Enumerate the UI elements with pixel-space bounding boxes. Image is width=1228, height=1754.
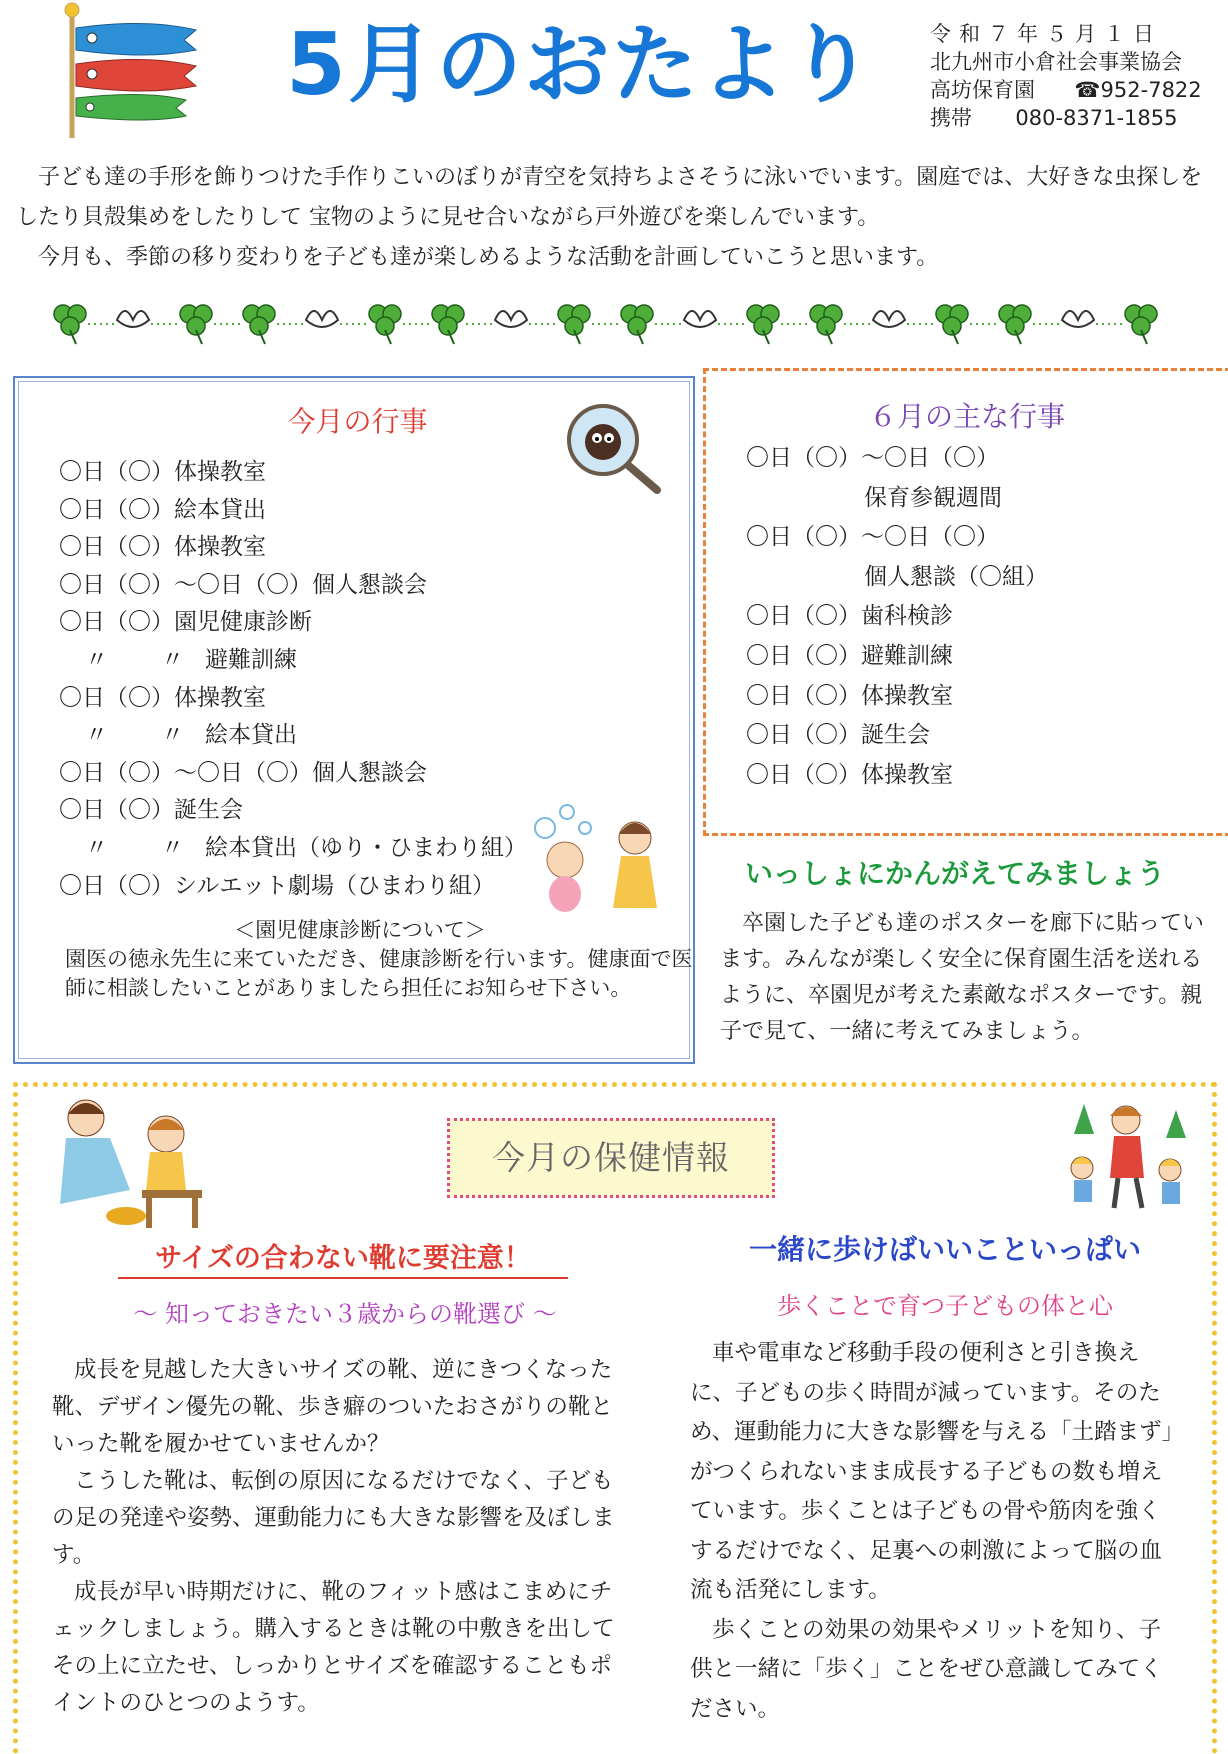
clover-icon	[369, 305, 401, 344]
walking-subtitle: 歩くことで育つ子どもの体と心	[777, 1292, 1113, 1320]
health-check-note-body: 園医の徳永先生に来ていただき、健康診断を行います。健康面で医師に相談したいことがありましたら担任にお知らせ下さい。	[65, 947, 693, 1000]
flourish-icon	[1062, 311, 1094, 327]
mobile-label: 携帯	[930, 106, 972, 130]
intro-paragraph: 今月も、季節の移り変わりを子ども達が楽しめるような活動を計画していこうと思います。	[38, 245, 939, 270]
ditto-mark: 〃	[85, 646, 108, 673]
clover-icon	[243, 305, 275, 344]
june-event-item: 〇日（〇）～〇日（〇）	[746, 445, 999, 471]
clover-icon	[180, 305, 212, 344]
june-event-detail: 保育参観週間	[864, 484, 1002, 511]
ditto-mark: 〃	[161, 834, 184, 861]
walking-family-illustration	[1060, 1094, 1190, 1214]
walking-paragraph: 車や電車など移動手段の便利さと引き換えに、子どもの歩く時間が減っています。そのため、運動能力に大きな影響を与える「土踏まず」がつくられないまま成長する子どもの数も増えています。歩くことは子どもの骨や筋肉を強くするだけでなく、足裏への刺激によって脳の血流も活発にします。	[690, 1340, 1173, 1603]
organization-name: 北九州市小倉社会事業協会	[930, 50, 1182, 74]
walking-text	[690, 1334, 1182, 1729]
flourish-icon	[117, 311, 149, 327]
event-item: 〇日（〇）体操教室	[59, 684, 266, 711]
june-events-list	[746, 439, 1048, 795]
june-event-item: 〇日（〇）誕生会	[746, 722, 930, 749]
june-event-item: 〇日（〇）歯科検診	[746, 603, 953, 630]
ant-magnifier-illustration	[553, 398, 673, 498]
telephone-number: 952-7822	[1100, 78, 1202, 102]
walking-paragraph: 歩くことの効果の効果やメリットを知り、子供と一緒に「歩く」ことをぜひ意識してみてください。	[690, 1616, 1163, 1722]
monthly-events-box	[13, 376, 695, 1064]
health-info-label: 今月の保健情報	[447, 1118, 775, 1198]
intro-text	[16, 158, 1216, 278]
ditto-mark: 〃	[161, 646, 184, 673]
health-check-note	[65, 916, 695, 1003]
bubbles-children-illustration	[525, 798, 675, 918]
monthly-events-title: 今月の行事	[287, 405, 428, 438]
mother-child-shoes-illustration	[46, 1094, 226, 1234]
koinobori-illustration	[56, 0, 226, 140]
clover-icon	[747, 305, 779, 344]
clover-icon	[999, 305, 1031, 344]
nursery-contact	[930, 76, 1202, 104]
flourish-icon	[684, 311, 716, 327]
shoe-paragraph: こうした靴は、転倒の原因になるだけでなく、子どもの足の発達や姿勢、運動能力にも大きな影響を及ぼします。	[52, 1468, 615, 1568]
think-together-title: いっしょにかんがえてみましょう	[745, 857, 1166, 890]
shoe-size-text	[52, 1352, 634, 1722]
flourish-icon	[873, 311, 905, 327]
clover-icon	[936, 305, 968, 344]
ditto-mark: 〃	[161, 722, 184, 749]
event-item: 〇日（〇）体操教室	[59, 534, 266, 561]
health-check-note-heading: ＜園児健康診断について＞	[234, 918, 486, 942]
june-event-item: 〇日（〇）体操教室	[746, 682, 953, 709]
event-item: 〇日（〇）シルエット劇場（ひまわり組）	[59, 872, 495, 899]
june-event-item: 〇日（〇）～〇日（〇）	[746, 524, 999, 551]
monthly-events-list	[59, 454, 527, 905]
june-event-item: 〇日（〇）体操教室	[746, 761, 953, 788]
event-item: 〇日（〇）園児健康診断	[59, 609, 312, 636]
clover-icon	[558, 305, 590, 344]
flourish-icon	[306, 311, 338, 327]
mobile-number: 080-8371-1855	[1015, 106, 1178, 130]
event-item: 〃 〃 絵本貸出	[59, 717, 527, 755]
issue-date: 令和７年５月１日	[930, 22, 1162, 46]
event-item: 〇日（〇）絵本貸出	[59, 496, 266, 523]
june-event-detail: 個人懇談（〇組）	[864, 563, 1048, 590]
ditto-mark: 〃	[85, 834, 108, 861]
clover-garland-divider	[50, 292, 1180, 348]
shoe-paragraph: 成長を見越した大きいサイズの靴、逆にきつくなった靴、デザイン優先の靴、歩き癖のついたおさがりの靴といった靴を履かせていませんか？	[52, 1357, 613, 1457]
clover-icon	[1125, 305, 1157, 344]
june-event-item: 〇日（〇）避難訓練	[746, 642, 953, 669]
organization-info	[930, 20, 1202, 132]
telephone-icon: ☎	[1074, 78, 1101, 102]
mobile-contact	[930, 104, 1202, 132]
walking-title: 一緒に歩けばいいこといっぱい	[748, 1233, 1141, 1266]
shoe-size-title: サイズの合わない靴に要注意！	[118, 1236, 568, 1279]
shoe-size-subtitle: ～ 知っておきたい３歳からの靴選び ～	[133, 1300, 557, 1328]
event-item: 〃 〃 避難訓練	[59, 642, 527, 680]
event-item: 〃 〃 絵本貸出（ゆり・ひまわり組）	[59, 830, 527, 868]
event-item: 〇日（〇）誕生会	[59, 797, 243, 824]
ditto-mark: 〃	[85, 722, 108, 749]
clover-icon	[621, 305, 653, 344]
think-together-text: 卒園した子ども達のポスターを廊下に貼っています。みんなが楽しく安全に保育園生活を送れるように、卒園児が考えた素敵なポスターです。親子で見て、一緒に考えてみましょう。	[720, 911, 1205, 1044]
clover-icon	[810, 305, 842, 344]
clover-icon	[54, 305, 86, 344]
event-item: 〇日（〇）～〇日（〇）個人懇談会	[59, 571, 427, 598]
flourish-icon	[495, 311, 527, 327]
event-item: 〇日（〇）体操教室	[59, 459, 266, 485]
intro-paragraph: 子ども達の手形を飾りつけた手作りこいのぼりが青空を気持ちよさそうに泳いでいます。園庭では、大好きな虫探しをしたり貝殻集めをしたりして 宝物のように見せ合いながら戸外遊びを楽しんでいます。	[16, 165, 1203, 230]
event-item: 〇日（〇）～〇日（〇）個人懇談会	[59, 759, 427, 786]
nursery-name: 高坊保育園	[930, 78, 1035, 102]
clover-icon	[432, 305, 464, 344]
page-title: 5月のおたより	[286, 15, 876, 115]
june-events-title: ６月の主な行事	[868, 400, 1065, 433]
shoe-paragraph: 成長が早い時期だけに、靴のフィット感はこまめにチェックしましょう。購入するときは靴の中敷きを出してその上に立たせ、しっかりとサイズを確認することもポイントのひとつのようす。	[52, 1579, 615, 1716]
june-events-box	[703, 368, 1228, 836]
